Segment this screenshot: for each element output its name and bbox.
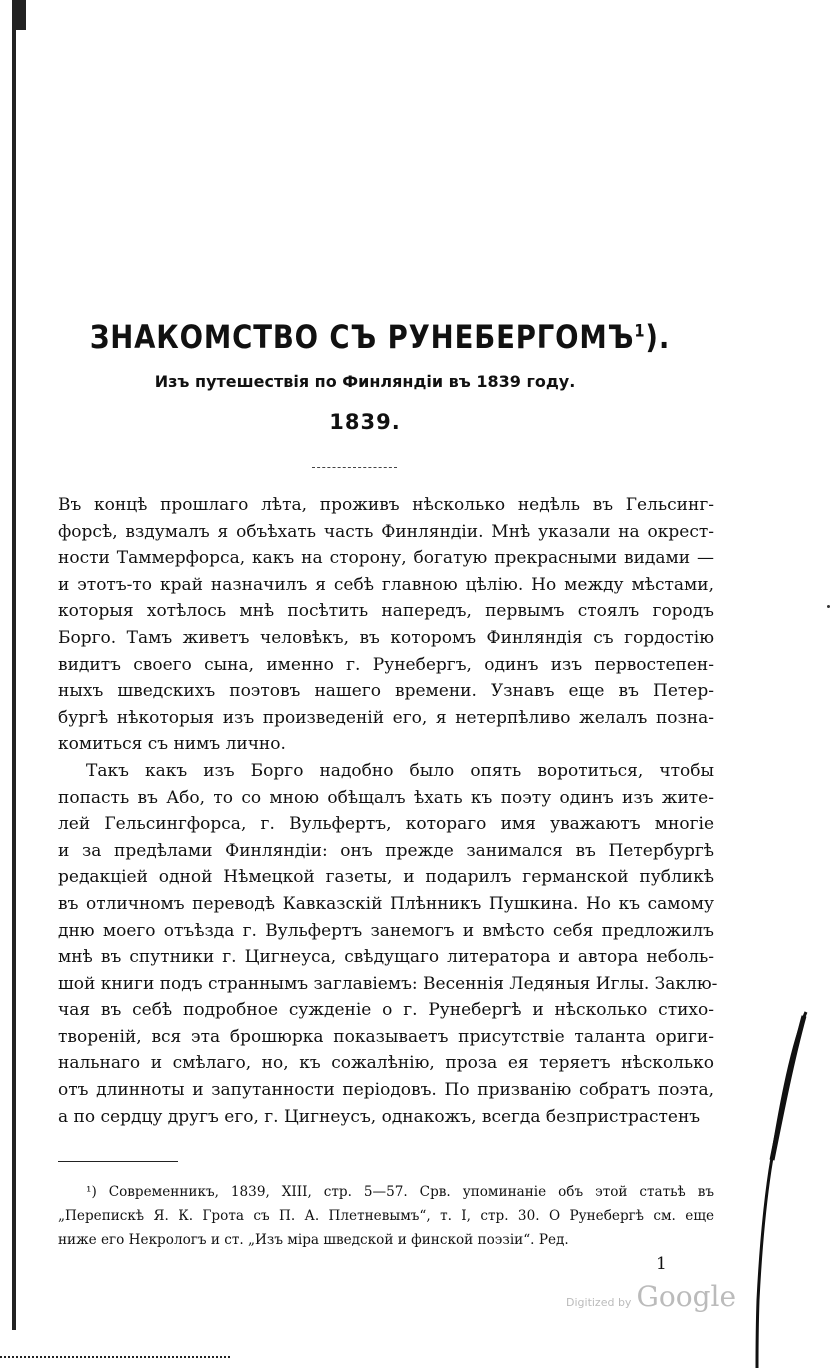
title-text: ЗНАКОМСТВО СЪ РУНЕБЕРГОМЪ [89, 318, 635, 356]
text-line: ныхъ шведскихъ поэтовъ нашего времени. Узнавъ еще въ Петер- [58, 681, 714, 702]
article-title [53, 318, 707, 356]
text-line: чая въ себѣ подробное сужденіе о г. Рунебергѣ и нѣсколько стихо- [58, 1000, 714, 1021]
text-line: нальнаго и смѣлаго, но, къ сожалѣнію, проза ея теряетъ нѣсколько [58, 1053, 714, 1074]
digitized-prefix: Digitized by [566, 1296, 632, 1309]
text-line: и за предѣлами Финляндіи: онъ прежде занимался въ Петербургѣ [58, 840, 714, 861]
text-line: видитъ своего сына, именно г. Рунебергъ, одинъ изъ первостепен- [58, 654, 714, 675]
text-line: форсѣ, вздумалъ я объѣхать часть Финляндіи. Мнѣ указали на окрест- [58, 521, 714, 542]
text-line: бургѣ нѣкоторыя изъ произведеній его, я нетерпѣливо желалъ позна- [58, 707, 714, 728]
scan-speck [827, 605, 830, 608]
footnote-line: ¹) Современникъ, 1839, XIII, стр. 5—57. Срв. упоминаніе объ этой статьѣ въ [86, 1184, 714, 1200]
scan-top-corner [12, 0, 26, 30]
footnote-rule [58, 1161, 178, 1162]
article-year: 1839. [329, 410, 401, 434]
scan-left-edge [12, 0, 16, 1330]
footnote-line: „Перепискѣ Я. К. Грота съ П. А. Плетневымъ“, т. I, стр. 30. О Рунебергѣ см. еще [58, 1208, 714, 1224]
text-line: комиться съ нимъ лично. [58, 734, 286, 755]
pen-stroke-mark [700, 1010, 810, 1370]
text-line: и этотъ-то край назначилъ я себѣ главною цѣлію. Но между мѣстами, [58, 574, 714, 595]
page-number: 1 [656, 1254, 667, 1274]
body-text [58, 492, 718, 1130]
google-logo: Google [636, 1280, 737, 1313]
text-line: мнѣ въ спутники г. Цигнеуса, свѣдущаго литератора и автора неболь- [58, 947, 714, 968]
footnotes [58, 1180, 714, 1252]
text-line: отъ длинноты и запутанности періодовъ. По призванію собратъ поэта, [58, 1080, 714, 1101]
text-line: Въ концѣ прошлаго лѣта, проживъ нѣсколько недѣль въ Гельсинг- [58, 495, 714, 515]
text-line: ности Таммерфорса, какъ на сторону, богатую прекрасными видами — [58, 548, 714, 569]
text-line: которыя хотѣлось мнѣ посѣтить напередъ, первымъ стоялъ городъ [58, 601, 714, 622]
text-line: шой книги подъ страннымъ заглавіемъ: Весеннія Ледяныя Иглы. Заклю- [58, 973, 718, 994]
text-line: попасть въ Або, то со мною обѣщалъ ѣхать къ поэту одинъ изъ жите- [58, 787, 714, 808]
footnote-line: ниже его Некрологъ и ст. „Изъ міра шведской и финской поэзіи“. Ред. [58, 1232, 569, 1248]
text-line: твореній, вся эта брошюрка показываетъ присутствіе таланта ориги- [58, 1026, 714, 1047]
text-line: редакціей одной Нѣмецкой газеты, и подарилъ германской публикѣ [58, 867, 714, 888]
text-line: въ отличномъ переводѣ Кавказскій Плѣнникъ Пушкина. Но къ самому [58, 893, 714, 914]
text-line: Такъ какъ изъ Борго надобно было опять воротиться, чтобы [86, 760, 714, 781]
text-line: дню моего отъѣзда г. Вульфертъ занемогъ и вмѣсто себя предложилъ [58, 920, 714, 941]
text-line: а по сердцу другъ его, г. Цигнеусъ, однакожъ, всегда безпристрастенъ [58, 1106, 701, 1127]
title-separator [312, 467, 397, 468]
title-suffix: ). [645, 318, 671, 356]
article-subtitle: Изъ путешествія по Финляндіи въ 1839 году. [154, 372, 576, 391]
scan-bottom-edge [0, 1356, 230, 1360]
digitized-watermark [566, 1280, 736, 1313]
title-footnote-mark: 1 [634, 321, 646, 342]
text-line: Борго. Тамъ живетъ человѣкъ, въ которомъ Финляндія съ гордостію [58, 627, 714, 648]
text-line: лей Гельсингфорса, г. Вульфертъ, котораго имя уважаютъ многіе [58, 814, 714, 835]
